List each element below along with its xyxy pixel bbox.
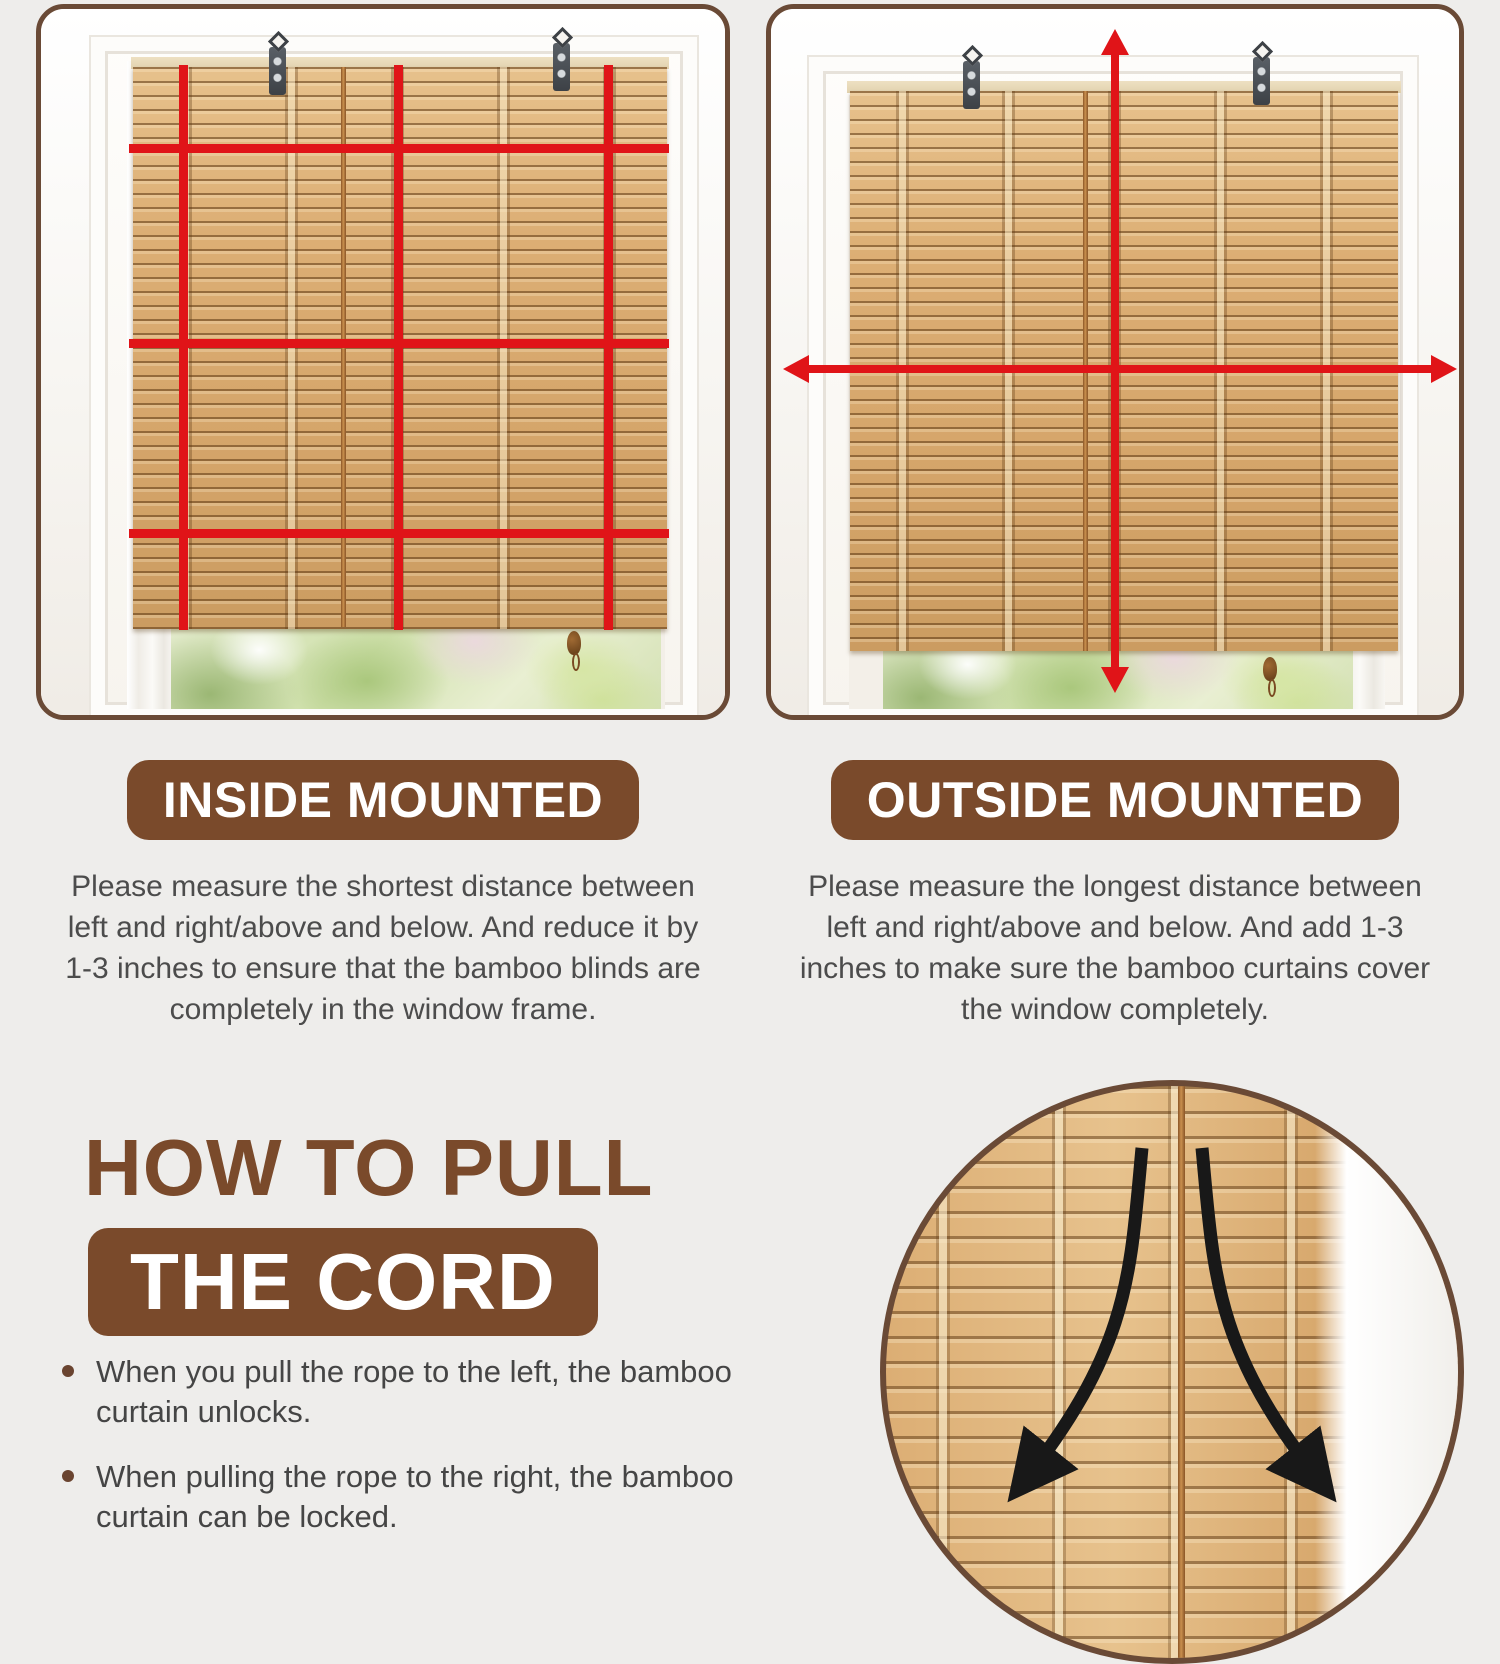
- cord-toggle: [567, 631, 581, 655]
- cord-closeup-photo: [880, 1080, 1464, 1664]
- red-horizontal-line: [129, 529, 669, 538]
- cord-toggle: [1263, 657, 1277, 681]
- mount-bracket-icon: [963, 61, 980, 109]
- bullet-text: When pulling the rope to the right, the bamboo curtain can be locked.: [96, 1459, 734, 1535]
- arrowhead-down-icon: [1101, 667, 1129, 693]
- bullet-text: When you pull the rope to the left, the bamboo curtain unlocks.: [96, 1354, 732, 1429]
- inside-mounted-description: Please measure the shortest distance between left and right/above and below. And reduce it by 1-3 inches to ensure that the bamboo blinds are completely in the window frame.: [65, 870, 701, 1027]
- bullet-dot-icon: [62, 1365, 74, 1377]
- arrowhead-right-icon: [1431, 355, 1457, 383]
- howto-heading-line2-badge: THE CORD: [88, 1228, 598, 1336]
- mount-bracket-icon: [553, 43, 570, 91]
- mount-bracket-icon: [269, 47, 286, 95]
- mount-bracket-icon: [1253, 57, 1270, 105]
- horizontal-measure-arrow: [807, 365, 1433, 373]
- pull-right-arrow: [1202, 1148, 1322, 1484]
- cord-direction-arrows: [886, 1086, 1458, 1658]
- outside-mounted-photo: [766, 4, 1464, 720]
- pull-left-arrow: [1022, 1148, 1142, 1484]
- inside-mounted-title-badge: INSIDE MOUNTED: [127, 760, 639, 840]
- list-item: [62, 1457, 832, 1536]
- bullet-dot-icon: [62, 1470, 74, 1482]
- outside-mounted-description: Please measure the longest distance between left and right/above and below. And add 1-3 inches to make sure the bamboo curtains cover the window completely.: [799, 870, 1431, 1027]
- howto-heading-line1: HOW TO PULL: [84, 1123, 654, 1212]
- window-greenery-view: [171, 627, 661, 709]
- inside-mounted-photo: [36, 4, 730, 720]
- arrowhead-up-icon: [1101, 29, 1129, 55]
- list-item: [62, 1352, 832, 1431]
- arrowhead-left-icon: [783, 355, 809, 383]
- red-horizontal-line: [129, 339, 669, 348]
- red-horizontal-line: [129, 144, 669, 153]
- outside-mounted-title-badge: OUTSIDE MOUNTED: [831, 760, 1399, 840]
- vertical-measure-arrow: [1111, 53, 1119, 669]
- inside-mounted-caption: [36, 760, 730, 1030]
- howto-bullet-list: [62, 1352, 832, 1563]
- outside-mounted-caption: [766, 760, 1464, 1030]
